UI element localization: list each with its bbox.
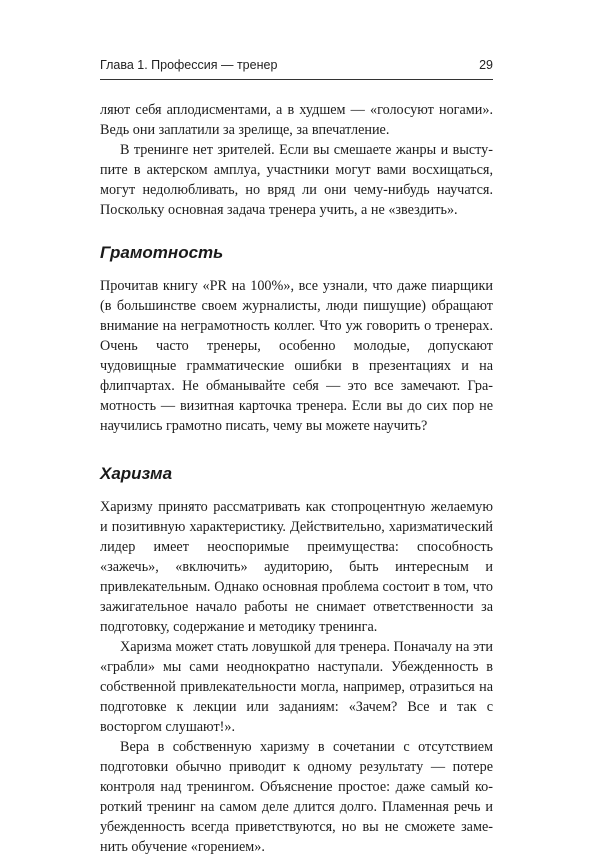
page-number: 29 (479, 58, 493, 72)
running-header (100, 58, 493, 72)
section-heading-literacy: Грамотность (100, 243, 224, 262)
paragraph-literacy: Прочитав книгу «PR на 100%», все узнали, что даже пиарщики (в большинстве своем журналисты, люди пишущие) обращают внимание на неграмотность коллег. Что уж говорить о тренерах. Очень часто тренеры, особенно молодые, допускают чудовищные грамматические ошибки в презентациях и на флипчартах. Не обманывайте себя — это все замечают. Грамотность — визитная карточка тренера. Если вы до сих пор не научились грамотно писать, чему вы можете научить? (100, 278, 493, 434)
paragraph-charisma-belief: Вера в собственную харизму в сочетании с отсутствием подготовки обычно приводит к одному результату — потере контроля над тренингом. Объяснение простое: даже самый короткий тренинг на самом деле длится долго. Пламенная речь и убежденность всегда приветствуются, но вы не сможете заменить обучение «горением». (100, 739, 493, 855)
section-heading-charisma: Харизма (100, 464, 173, 483)
paragraph-charisma-intro: Харизму принято рассматривать как стопроцентную желаемую и позитивную характеристику. Действительно, харизматический лидер имеет неоспоримые преимущества: способность «зажечь», «включить» аудиторию, быть интересным и привлекательным. Однако основная проблема состоит в том, что зажигательное начало работы не снимает ответственности за подготовку, содержание и методику тренинга. (100, 499, 493, 635)
chapter-title: Глава 1. Профессия — тренер (100, 58, 278, 72)
page-body (100, 100, 493, 857)
paragraph-no-audience: В тренинге нет зрителей. Если вы смешаете жанры и выступите в актерском амплуа, участники могут вами восхищаться, могут недолюбливать, но вряд ли они чему-нибудь научатся. Поскольку основная задача тренера учить, а не «звездить». (100, 142, 493, 218)
paragraph-charisma-trap: Харизма может стать ловушкой для тренера. Поначалу на эти «грабли» мы сами неоднократно наступали. Убежденность в собственной привлекательности могла, например, отразиться на подготовке к лекции или заданиям: «Зачем? Все и так с восторгом слушают!». (100, 639, 493, 735)
paragraph-continuation: ляют себя аплодисментами, а в худшем — «голосуют ногами». Ведь они заплатили за зрелище, за впечатление. (100, 102, 493, 138)
header-rule (100, 79, 493, 80)
